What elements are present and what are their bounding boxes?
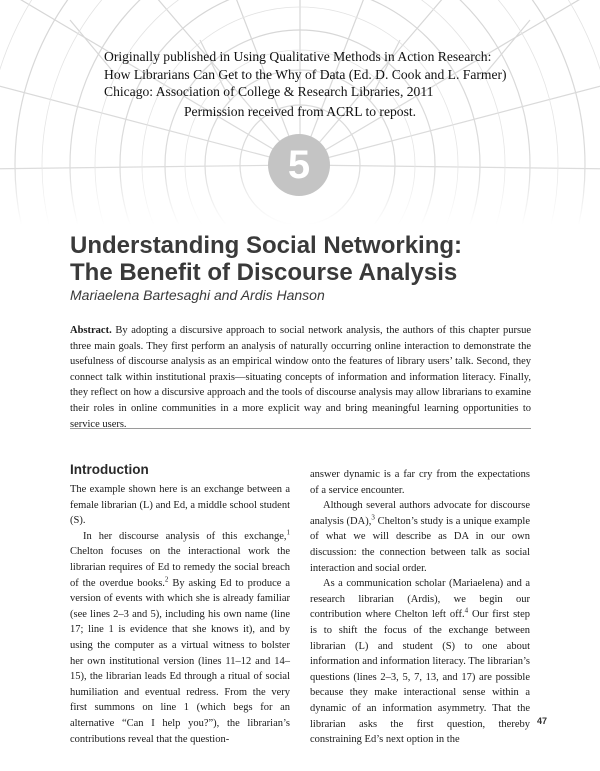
- paragraph-text: In her discourse analysis of this exchange,: [83, 530, 287, 542]
- abstract-text: By adopting a discursive approach to social network analysis, the authors of this chapter pursue three main goals. They first perform an analysis of naturally occurring online interaction to demonstrate the usefulness of discourse analysis as an empirical window onto the features of library users’ talk. Second, they connect talk within institutional praxis—situating concepts of information and information literacy. Finally, they reflect on how a discursive approach and the tools of discourse analysis may allow librarians to examine their roles in online communities in a more explicit way and bring meaningful learning opportunities to service users.: [70, 325, 531, 430]
- paragraph: [70, 529, 290, 747]
- paragraph: answer dynamic is a far cry from the expectations of a service encounter.: [310, 469, 530, 496]
- left-column: [70, 482, 290, 747]
- section-divider: [70, 428, 531, 429]
- footnote-ref[interactable]: 1: [286, 528, 290, 537]
- paragraph: [310, 498, 530, 576]
- chapter-authors: Mariaelena Bartesaghi and Ardis Hanson: [70, 287, 325, 303]
- paragraph-text: Our first step is to shift the focus of the exchange between librarian (L) and student (S) to one about information and information literacy. The librarian’s questions (lines 2–3, 5, 7, 13, and 17) are possible because they make interactional sense within a dynamic of an information asymmetry. That the librarian asks the first question, thereby constraining Ed’s next option in the: [310, 609, 530, 746]
- abstract-label: Abstract.: [70, 325, 112, 336]
- section-heading: Introduction: [70, 462, 149, 477]
- chapter-title: [70, 232, 462, 286]
- page-number: 47: [537, 716, 548, 726]
- paragraph-text: By asking Ed to produce a version of events with which she is already familiar (see lines 2–3 and 5), including his own name (line 17; line 1 is evidence that she knows it), and by using the computer as a virtual witness to bolster her own institutional version (lines 11–12 and 14–15), the librarian leads Ed through a ritual of social humiliation and eventual redress. From the very first summons on line 1 (which begs for an alternative “Can I help you?”), the librarian’s contributions reveal that the question-: [70, 577, 290, 745]
- paragraph-text: As a communication scholar (Mariaelena) and a research librarian (Ardis), we begin our contribution where Chelton left off.: [310, 578, 530, 621]
- paragraph-text: Chelton focuses on the interactional work the librarian requires of Ed to remedy the social breach of the overdue books.: [70, 546, 290, 589]
- right-column: [310, 467, 530, 748]
- chapter-title-line: Understanding Social Networking:: [70, 232, 463, 259]
- notice-line: Originally published in Using Qualitative Methods in Action Research:: [104, 49, 492, 64]
- footnote-ref[interactable]: 2: [164, 575, 169, 584]
- abstract: [70, 323, 531, 432]
- paragraph: [310, 576, 530, 748]
- chapter-number-badge: 5: [268, 134, 330, 196]
- paragraph-text: Chelton’s study is a unique example of what we will describe as DA in our own discussion: the connection between talk as social interaction and social order.: [310, 515, 530, 574]
- paragraph-text: Although several authors advocate for discourse analysis (DA),: [310, 500, 530, 527]
- chapter-title-line: The Benefit of Discourse Analysis: [70, 259, 458, 286]
- footnote-ref[interactable]: 3: [371, 513, 375, 522]
- footnote-ref[interactable]: 4: [464, 606, 469, 615]
- notice-line: How Librarians Can Get to the Why of Data (Ed. D. Cook and L. Farmer): [104, 66, 507, 82]
- paragraph: The example shown here is an exchange between a female librarian (L) and Ed, a middle school student (S).: [70, 484, 290, 527]
- publication-notice: [104, 48, 507, 101]
- permission-notice: Permission received from ACRL to repost.: [183, 104, 417, 119]
- notice-line: Chicago: Association of College & Research Libraries, 2011: [104, 84, 434, 100]
